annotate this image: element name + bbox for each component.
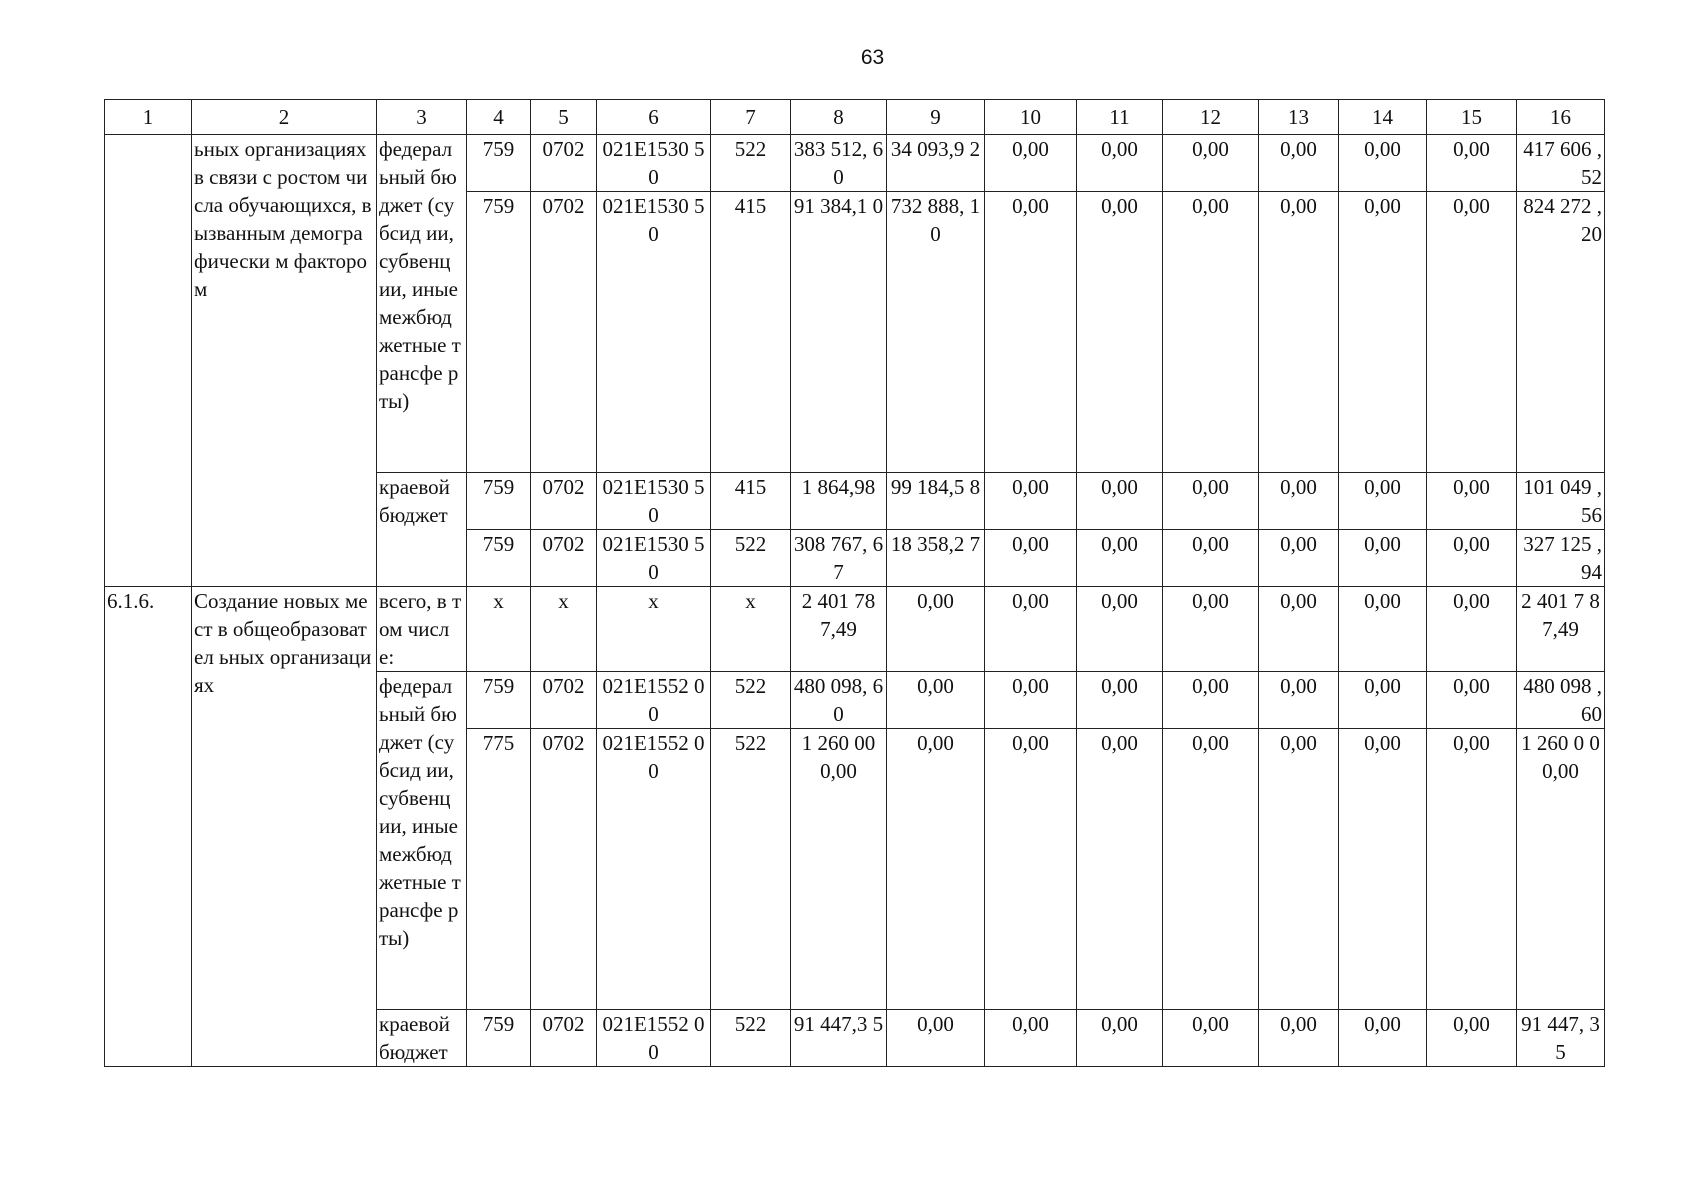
table-cell: 0702 (531, 530, 597, 587)
table-cell: 0,00 (1339, 1010, 1427, 1067)
table-cell: 0,00 (1163, 729, 1259, 1010)
table-cell: 0702 (531, 192, 597, 473)
table-cell: 0,00 (1427, 135, 1517, 192)
table-cell: 417 606 ,52 (1517, 135, 1605, 192)
table-cell: 0702 (531, 473, 597, 530)
column-header: 8 (791, 100, 887, 135)
table-cell: 0,00 (1077, 530, 1163, 587)
table-cell: 0,00 (1163, 672, 1259, 729)
table-cell: 0,00 (887, 729, 985, 1010)
column-header: 7 (711, 100, 791, 135)
table-cell: 91 447, 35 (1517, 1010, 1605, 1067)
table-cell: 021E1530 50 (597, 530, 711, 587)
table-cell: 824 272 ,20 (1517, 192, 1605, 473)
column-header: 10 (985, 100, 1077, 135)
column-header: 1 (105, 100, 192, 135)
table-cell: 759 (467, 672, 531, 729)
funding-source: краевой бюджет (377, 1010, 467, 1067)
column-header: 14 (1339, 100, 1427, 135)
table-cell: 0,00 (1163, 135, 1259, 192)
table-cell: 522 (711, 1010, 791, 1067)
table-cell: 021E1552 00 (597, 729, 711, 1010)
table-cell: 0,00 (1259, 672, 1339, 729)
table-cell: 021E1552 00 (597, 672, 711, 729)
page-number: 63 (860, 46, 885, 69)
table-cell: 99 184,5 8 (887, 473, 985, 530)
table-cell: 0702 (531, 1010, 597, 1067)
table-cell: 383 512, 60 (791, 135, 887, 192)
column-header: 9 (887, 100, 985, 135)
table-cell: 0,00 (985, 473, 1077, 530)
table-cell: 759 (467, 530, 531, 587)
table-cell: 0,00 (1259, 530, 1339, 587)
table-cell: 0,00 (1427, 192, 1517, 473)
table-cell: 0,00 (1427, 473, 1517, 530)
table-cell: 0,00 (1339, 473, 1427, 530)
table-cell: 0,00 (1163, 587, 1259, 672)
table-cell: 0,00 (985, 135, 1077, 192)
table-cell: 0,00 (1339, 672, 1427, 729)
table-cell: х (531, 587, 597, 672)
funding-source: федерал ьный бюджет (субсид ии, субвенц ии, иные межбюд жетные трансфе рты) (377, 135, 467, 473)
table-cell: 759 (467, 473, 531, 530)
header-row (105, 100, 1605, 135)
item-description: ьных организациях в связи с ростом числа обучающихся, вызванным демографически м фактором (192, 135, 377, 587)
table-cell: 0,00 (985, 587, 1077, 672)
table-cell: 0,00 (887, 1010, 985, 1067)
table-cell: 775 (467, 729, 531, 1010)
column-header: 2 (192, 100, 377, 135)
table-cell: 0,00 (1077, 473, 1163, 530)
column-header: 16 (1517, 100, 1605, 135)
table-cell: 0,00 (1077, 729, 1163, 1010)
table-cell: 2 401 78 7,49 (791, 587, 887, 672)
table-cell: 732 888, 10 (887, 192, 985, 473)
table-cell: 0,00 (985, 192, 1077, 473)
table-cell: 0,00 (1163, 1010, 1259, 1067)
column-header: 4 (467, 100, 531, 135)
table-cell: х (597, 587, 711, 672)
table-cell: 34 093,9 2 (887, 135, 985, 192)
table-cell: 0,00 (1427, 672, 1517, 729)
funding-source: федерал ьный бюджет (субсид ии, субвенц ии, иные межбюд жетные трансфе рты) (377, 672, 467, 1010)
table-cell: 0,00 (985, 672, 1077, 729)
table-cell: 522 (711, 729, 791, 1010)
table-cell: 415 (711, 473, 791, 530)
column-header: 6 (597, 100, 711, 135)
table-cell: 18 358,2 7 (887, 530, 985, 587)
table-cell: 0,00 (1339, 729, 1427, 1010)
table-cell: 308 767, 67 (791, 530, 887, 587)
table-cell: 0,00 (1077, 1010, 1163, 1067)
table-cell: 0,00 (1163, 473, 1259, 530)
item-number-cell (105, 135, 192, 587)
table-cell: 91 384,1 0 (791, 192, 887, 473)
table-cell: 0,00 (887, 672, 985, 729)
table-cell: 021E1530 50 (597, 192, 711, 473)
table-cell: 101 049 ,56 (1517, 473, 1605, 530)
column-header: 3 (377, 100, 467, 135)
table-cell: 0,00 (1339, 530, 1427, 587)
table-cell: 0702 (531, 672, 597, 729)
table-cell: 0,00 (1427, 729, 1517, 1010)
table-cell: 0,00 (1339, 135, 1427, 192)
table-cell: 0702 (531, 729, 597, 1010)
table-cell: 0,00 (1339, 587, 1427, 672)
table-cell: 522 (711, 135, 791, 192)
table-cell: 0,00 (1077, 587, 1163, 672)
table-cell: 759 (467, 1010, 531, 1067)
table-cell: 480 098, 60 (791, 672, 887, 729)
table-cell: 1 864,98 (791, 473, 887, 530)
table-cell: 522 (711, 530, 791, 587)
table-cell: 021E1530 50 (597, 473, 711, 530)
column-header: 15 (1427, 100, 1517, 135)
table-cell: 0,00 (1259, 587, 1339, 672)
table-cell: 0,00 (1339, 192, 1427, 473)
table-cell: 1 260 00 0,00 (791, 729, 887, 1010)
table-cell: 759 (467, 192, 531, 473)
table-cell: 0,00 (985, 1010, 1077, 1067)
table-row (105, 135, 1605, 192)
table-cell: 0,00 (1427, 530, 1517, 587)
table-cell: 1 260 0 00,00 (1517, 729, 1605, 1010)
table-cell: 522 (711, 672, 791, 729)
table-cell: 480 098 ,60 (1517, 672, 1605, 729)
column-header: 11 (1077, 100, 1163, 135)
table-cell: 0,00 (887, 587, 985, 672)
table-cell: 415 (711, 192, 791, 473)
table-cell: 0,00 (1427, 587, 1517, 672)
table-cell: 327 125 ,94 (1517, 530, 1605, 587)
table-cell: 0,00 (985, 530, 1077, 587)
table-cell: х (467, 587, 531, 672)
table-cell: 0,00 (1259, 1010, 1339, 1067)
funding-source: всего, в том числе: (377, 587, 467, 672)
table-cell: 0702 (531, 135, 597, 192)
column-header: 5 (531, 100, 597, 135)
column-header: 13 (1259, 100, 1339, 135)
item-number: 6.1.6. (105, 587, 192, 1067)
table-cell: 0,00 (1259, 473, 1339, 530)
table-cell: 91 447,3 5 (791, 1010, 887, 1067)
table-cell: 759 (467, 135, 531, 192)
table-cell: х (711, 587, 791, 672)
table-cell: 0,00 (985, 729, 1077, 1010)
table-cell: 0,00 (1163, 192, 1259, 473)
funding-source: краевой бюджет (377, 473, 467, 587)
table-cell: 0,00 (1077, 192, 1163, 473)
table-row (105, 587, 1605, 672)
table-cell: 0,00 (1259, 135, 1339, 192)
table-cell: 0,00 (1163, 530, 1259, 587)
table-cell: 0,00 (1077, 135, 1163, 192)
table-cell: 2 401 7 87,49 (1517, 587, 1605, 672)
table-cell: 021E1530 50 (597, 135, 711, 192)
item-description: Создание новых мест в общеобразовател ьных организациях (192, 587, 377, 1067)
column-header: 12 (1163, 100, 1259, 135)
table-cell: 0,00 (1427, 1010, 1517, 1067)
budget-table (104, 99, 1605, 1067)
table-cell: 0,00 (1259, 729, 1339, 1010)
table-cell: 0,00 (1259, 192, 1339, 473)
table-cell: 0,00 (1077, 672, 1163, 729)
table-cell: 021E1552 00 (597, 1010, 711, 1067)
